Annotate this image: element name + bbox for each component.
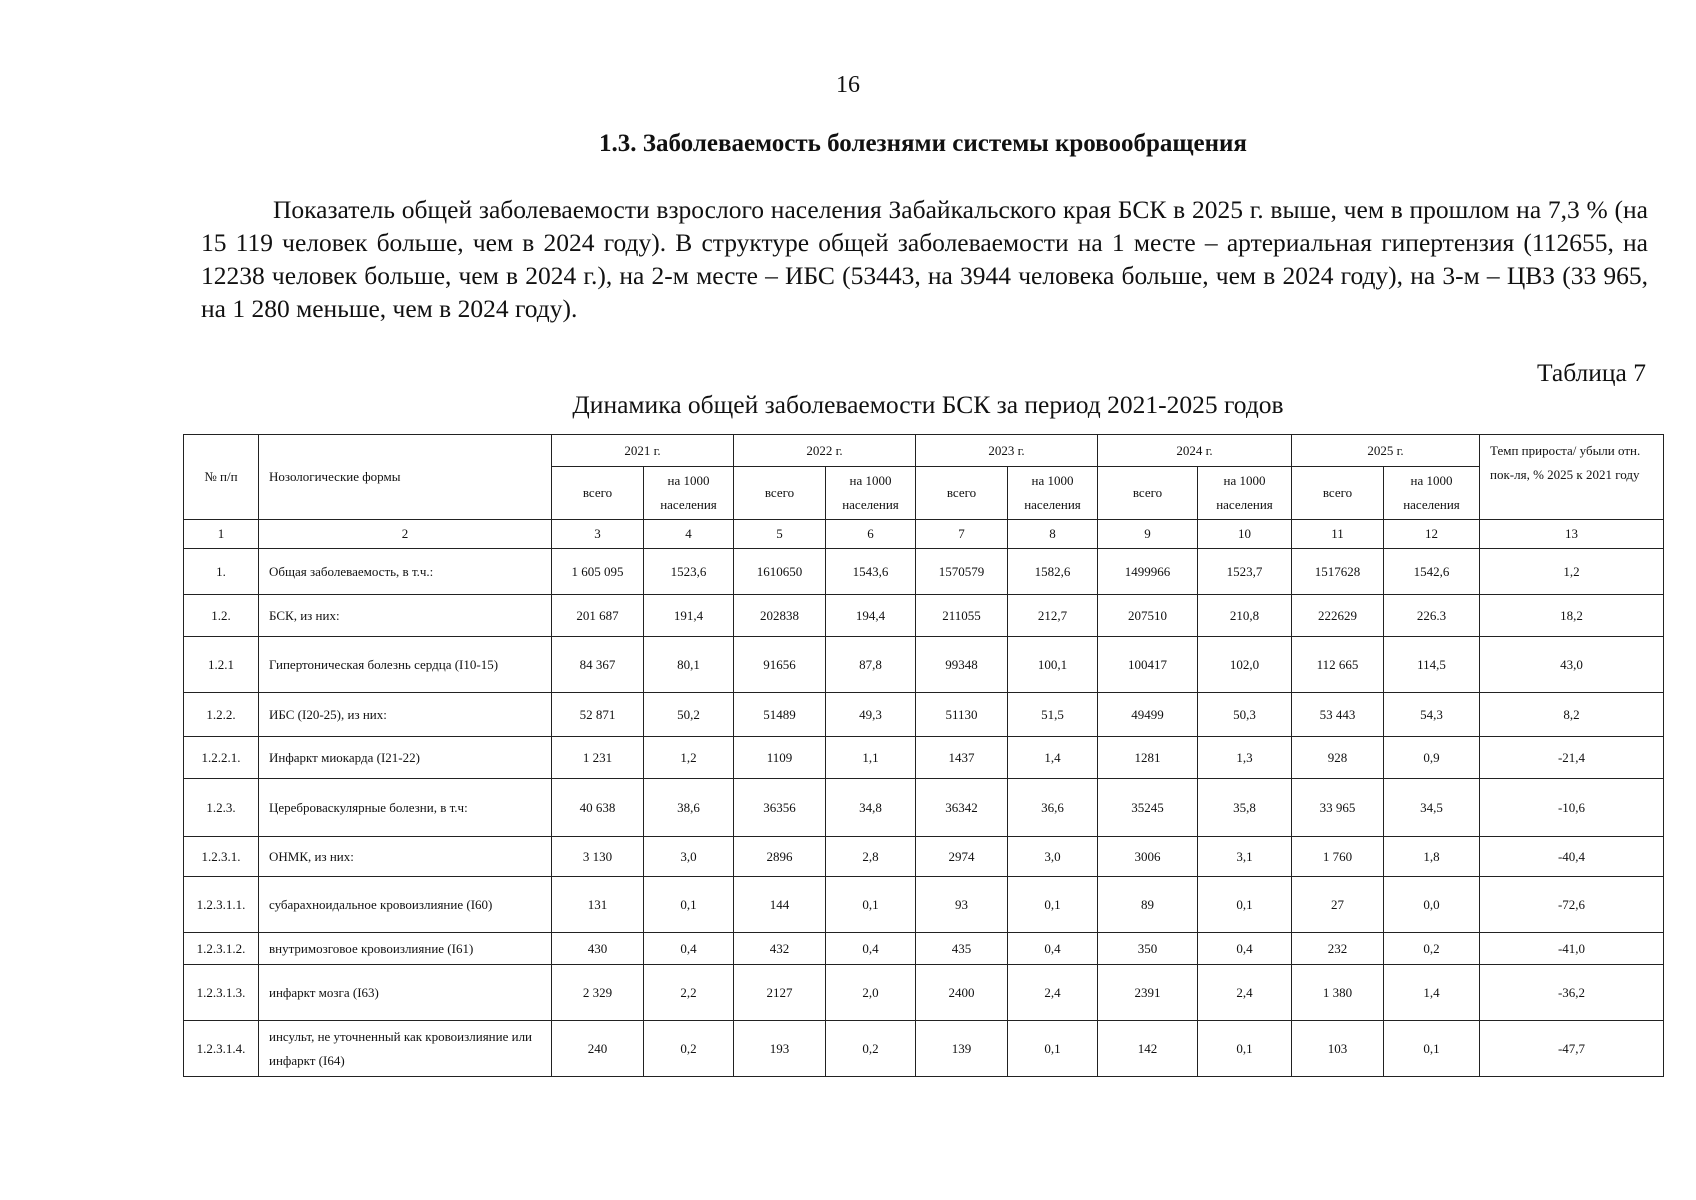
row-number-cell: 1. xyxy=(184,549,259,595)
nosology-cell: Общая заболеваемость, в т.ч.: xyxy=(259,549,552,595)
table-row xyxy=(184,965,1664,1021)
value-cell: 51130 xyxy=(916,693,1008,737)
value-cell: 2974 xyxy=(916,837,1008,877)
value-cell: 201 687 xyxy=(552,595,644,637)
value-cell: 33 965 xyxy=(1292,779,1384,837)
value-cell: 91656 xyxy=(734,637,826,693)
value-cell: 50,2 xyxy=(644,693,734,737)
value-cell: 36356 xyxy=(734,779,826,837)
header-number: № п/п xyxy=(184,435,259,520)
value-cell: 350 xyxy=(1098,933,1198,965)
value-cell: 2400 xyxy=(916,965,1008,1021)
column-index-cell: 9 xyxy=(1098,520,1198,549)
value-cell: 0,2 xyxy=(826,1021,916,1077)
value-cell: -21,4 xyxy=(1480,737,1664,779)
value-cell: 2,4 xyxy=(1008,965,1098,1021)
value-cell: 1 605 095 xyxy=(552,549,644,595)
table-caption xyxy=(0,390,1696,420)
value-cell: 3 130 xyxy=(552,837,644,877)
value-cell: 0,0 xyxy=(1384,877,1480,933)
header-total: всего xyxy=(916,467,1008,520)
value-cell: 1109 xyxy=(734,737,826,779)
value-cell: 38,6 xyxy=(644,779,734,837)
value-cell: 1,1 xyxy=(826,737,916,779)
page-number: 16 xyxy=(836,72,860,98)
value-cell: 430 xyxy=(552,933,644,965)
value-cell: 3,1 xyxy=(1198,837,1292,877)
nosology-cell: Гипертоническая болезнь сердца (I10-15) xyxy=(259,637,552,693)
table-label: Таблица 7 xyxy=(1536,358,1646,387)
value-cell: 2,4 xyxy=(1198,965,1292,1021)
nosology-cell: БСК, из них: xyxy=(259,595,552,637)
value-cell: 1542,6 xyxy=(1384,549,1480,595)
value-cell: 54,3 xyxy=(1384,693,1480,737)
column-index-cell: 7 xyxy=(916,520,1008,549)
value-cell: -36,2 xyxy=(1480,965,1664,1021)
header-per-1000: на 1000 населения xyxy=(1198,467,1292,520)
value-cell: 89 xyxy=(1098,877,1198,933)
nosology-cell: Инфаркт миокарда (I21-22) xyxy=(259,737,552,779)
value-cell: 0,1 xyxy=(1008,1021,1098,1077)
value-cell: 84 367 xyxy=(552,637,644,693)
value-cell: 191,4 xyxy=(644,595,734,637)
value-cell: 40 638 xyxy=(552,779,644,837)
value-cell: 2,0 xyxy=(826,965,916,1021)
value-cell: 142 xyxy=(1098,1021,1198,1077)
value-cell: 1437 xyxy=(916,737,1008,779)
table-row xyxy=(184,637,1664,693)
value-cell: 0,2 xyxy=(644,1021,734,1077)
value-cell: 1,4 xyxy=(1384,965,1480,1021)
value-cell: 1517628 xyxy=(1292,549,1384,595)
table-row xyxy=(184,877,1664,933)
value-cell: 1610650 xyxy=(734,549,826,595)
value-cell: 0,2 xyxy=(1384,933,1480,965)
value-cell: 2391 xyxy=(1098,965,1198,1021)
column-index-cell: 3 xyxy=(552,520,644,549)
value-cell: 1 760 xyxy=(1292,837,1384,877)
value-cell: 193 xyxy=(734,1021,826,1077)
value-cell: 1 380 xyxy=(1292,965,1384,1021)
value-cell: -47,7 xyxy=(1480,1021,1664,1077)
header-total: всего xyxy=(552,467,644,520)
table-caption-text: Динамика общей заболеваемости БСК за период 2021-2025 годов xyxy=(572,390,1284,419)
value-cell: 207510 xyxy=(1098,595,1198,637)
value-cell: 2,2 xyxy=(644,965,734,1021)
value-cell: 928 xyxy=(1292,737,1384,779)
header-year: 2025 г. xyxy=(1292,435,1480,467)
value-cell: 112 665 xyxy=(1292,637,1384,693)
value-cell: 1570579 xyxy=(916,549,1008,595)
value-cell: 2,8 xyxy=(826,837,916,877)
header-year: 2022 г. xyxy=(734,435,916,467)
header-per-1000: на 1000 населения xyxy=(1384,467,1480,520)
value-cell: 2896 xyxy=(734,837,826,877)
value-cell: 435 xyxy=(916,933,1008,965)
value-cell: 1582,6 xyxy=(1008,549,1098,595)
value-cell: -10,6 xyxy=(1480,779,1664,837)
value-cell: 53 443 xyxy=(1292,693,1384,737)
value-cell: 232 xyxy=(1292,933,1384,965)
header-total: всего xyxy=(1292,467,1384,520)
nosology-cell: Цереброваскулярные болезни, в т.ч: xyxy=(259,779,552,837)
value-cell: 1499966 xyxy=(1098,549,1198,595)
value-cell: 0,1 xyxy=(1008,877,1098,933)
section-title xyxy=(0,130,1696,158)
header-per-1000: на 1000 населения xyxy=(644,467,734,520)
table-row xyxy=(184,1021,1664,1077)
value-cell: 211055 xyxy=(916,595,1008,637)
row-number-cell: 1.2.3.1. xyxy=(184,837,259,877)
value-cell: 49499 xyxy=(1098,693,1198,737)
table-row xyxy=(184,693,1664,737)
value-cell: 0,1 xyxy=(826,877,916,933)
value-cell: 1,2 xyxy=(1480,549,1664,595)
value-cell: 87,8 xyxy=(826,637,916,693)
value-cell: 1,3 xyxy=(1198,737,1292,779)
nosology-cell: субарахноидальное кровоизлияние (I60) xyxy=(259,877,552,933)
value-cell: 0,1 xyxy=(1198,1021,1292,1077)
body-paragraph: Показатель общей заболеваемости взрослого населения Забайкальского края БСК в 2025 г. выше, чем в прошлом на 7,3 % (на 15 119 человек больше, чем в 2024 году). В структуре общей заболеваемости на 1 месте – артериальная гипертензия (112655, на 12238 человек больше, чем в 2024 г.), на 2-м месте – ИБС (53443, на 3944 человека больше, чем в 2024 году), на 3-м – ЦВЗ (33 965, на 1 280 меньше, чем в 2024 году). xyxy=(201,195,1648,323)
nosology-cell: ОНМК, из них: xyxy=(259,837,552,877)
value-cell: 100,1 xyxy=(1008,637,1098,693)
column-index-cell: 10 xyxy=(1198,520,1292,549)
value-cell: 194,4 xyxy=(826,595,916,637)
header-per-1000: на 1000 населения xyxy=(826,467,916,520)
nosology-cell: инфаркт мозга (I63) xyxy=(259,965,552,1021)
header-growth-rate: Темп прироста/ убыли отн. пок-ля, % 2025 к 2021 году xyxy=(1480,435,1664,520)
morbidity-table xyxy=(183,434,1664,1077)
header-per-1000: на 1000 населения xyxy=(1008,467,1098,520)
column-index-cell: 13 xyxy=(1480,520,1664,549)
section-title-text: 1.3. Заболеваемость болезнями системы кровообращения xyxy=(599,130,1247,157)
column-index-cell: 8 xyxy=(1008,520,1098,549)
value-cell: 3006 xyxy=(1098,837,1198,877)
value-cell: 50,3 xyxy=(1198,693,1292,737)
value-cell: 212,7 xyxy=(1008,595,1098,637)
value-cell: 3,0 xyxy=(1008,837,1098,877)
value-cell: 93 xyxy=(916,877,1008,933)
value-cell: -40,4 xyxy=(1480,837,1664,877)
value-cell: 51,5 xyxy=(1008,693,1098,737)
table-row xyxy=(184,737,1664,779)
value-cell: 103 xyxy=(1292,1021,1384,1077)
value-cell: 114,5 xyxy=(1384,637,1480,693)
header-total: всего xyxy=(734,467,826,520)
header-year: 2021 г. xyxy=(552,435,734,467)
row-number-cell: 1.2.3.1.1. xyxy=(184,877,259,933)
value-cell: 1,2 xyxy=(644,737,734,779)
value-cell: 35,8 xyxy=(1198,779,1292,837)
value-cell: 1523,6 xyxy=(644,549,734,595)
column-index-cell: 2 xyxy=(259,520,552,549)
column-index-cell: 12 xyxy=(1384,520,1480,549)
table-row xyxy=(184,933,1664,965)
table-row xyxy=(184,595,1664,637)
table-row xyxy=(184,837,1664,877)
value-cell: 0,1 xyxy=(1198,877,1292,933)
value-cell: 139 xyxy=(916,1021,1008,1077)
column-index-cell: 6 xyxy=(826,520,916,549)
value-cell: 3,0 xyxy=(644,837,734,877)
value-cell: 52 871 xyxy=(552,693,644,737)
column-index-cell: 5 xyxy=(734,520,826,549)
header-year: 2024 г. xyxy=(1098,435,1292,467)
row-number-cell: 1.2.3.1.4. xyxy=(184,1021,259,1077)
value-cell: 202838 xyxy=(734,595,826,637)
value-cell: 240 xyxy=(552,1021,644,1077)
value-cell: 100417 xyxy=(1098,637,1198,693)
value-cell: 0,4 xyxy=(644,933,734,965)
value-cell: 27 xyxy=(1292,877,1384,933)
value-cell: 2127 xyxy=(734,965,826,1021)
column-index-row xyxy=(184,520,1664,549)
value-cell: 102,0 xyxy=(1198,637,1292,693)
header-total: всего xyxy=(1098,467,1198,520)
value-cell: 36342 xyxy=(916,779,1008,837)
header-year: 2023 г. xyxy=(916,435,1098,467)
value-cell: 35245 xyxy=(1098,779,1198,837)
value-cell: -72,6 xyxy=(1480,877,1664,933)
value-cell: 0,4 xyxy=(1008,933,1098,965)
value-cell: 144 xyxy=(734,877,826,933)
column-index-cell: 1 xyxy=(184,520,259,549)
value-cell: 1543,6 xyxy=(826,549,916,595)
value-cell: 0,1 xyxy=(644,877,734,933)
value-cell: 131 xyxy=(552,877,644,933)
table-row xyxy=(184,549,1664,595)
value-cell: 0,9 xyxy=(1384,737,1480,779)
row-number-cell: 1.2.3. xyxy=(184,779,259,837)
row-number-cell: 1.2.3.1.3. xyxy=(184,965,259,1021)
value-cell: 210,8 xyxy=(1198,595,1292,637)
value-cell: 1281 xyxy=(1098,737,1198,779)
value-cell: 8,2 xyxy=(1480,693,1664,737)
value-cell: 432 xyxy=(734,933,826,965)
value-cell: 18,2 xyxy=(1480,595,1664,637)
column-index-cell: 11 xyxy=(1292,520,1384,549)
row-number-cell: 1.2. xyxy=(184,595,259,637)
value-cell: 1,4 xyxy=(1008,737,1098,779)
value-cell: 0,1 xyxy=(1384,1021,1480,1077)
value-cell: 99348 xyxy=(916,637,1008,693)
table-row xyxy=(184,779,1664,837)
row-number-cell: 1.2.2.1. xyxy=(184,737,259,779)
value-cell: 1523,7 xyxy=(1198,549,1292,595)
value-cell: 34,5 xyxy=(1384,779,1480,837)
value-cell: 1,8 xyxy=(1384,837,1480,877)
nosology-cell: ИБС (I20-25), из них: xyxy=(259,693,552,737)
row-number-cell: 1.2.3.1.2. xyxy=(184,933,259,965)
value-cell: 36,6 xyxy=(1008,779,1098,837)
column-index-cell: 4 xyxy=(644,520,734,549)
value-cell: 222629 xyxy=(1292,595,1384,637)
value-cell: 43,0 xyxy=(1480,637,1664,693)
value-cell: 51489 xyxy=(734,693,826,737)
value-cell: 49,3 xyxy=(826,693,916,737)
value-cell: 80,1 xyxy=(644,637,734,693)
row-number-cell: 1.2.1 xyxy=(184,637,259,693)
value-cell: 0,4 xyxy=(1198,933,1292,965)
nosology-cell: внутримозговое кровоизлияние (I61) xyxy=(259,933,552,965)
value-cell: 1 231 xyxy=(552,737,644,779)
row-number-cell: 1.2.2. xyxy=(184,693,259,737)
header-forms: Нозологические формы xyxy=(259,435,552,520)
value-cell: -41,0 xyxy=(1480,933,1664,965)
value-cell: 2 329 xyxy=(552,965,644,1021)
value-cell: 226.3 xyxy=(1384,595,1480,637)
nosology-cell: инсульт, не уточненный как кровоизлияние или инфаркт (I64) xyxy=(259,1021,552,1077)
value-cell: 34,8 xyxy=(826,779,916,837)
header-row-years xyxy=(184,435,1664,467)
value-cell: 0,4 xyxy=(826,933,916,965)
